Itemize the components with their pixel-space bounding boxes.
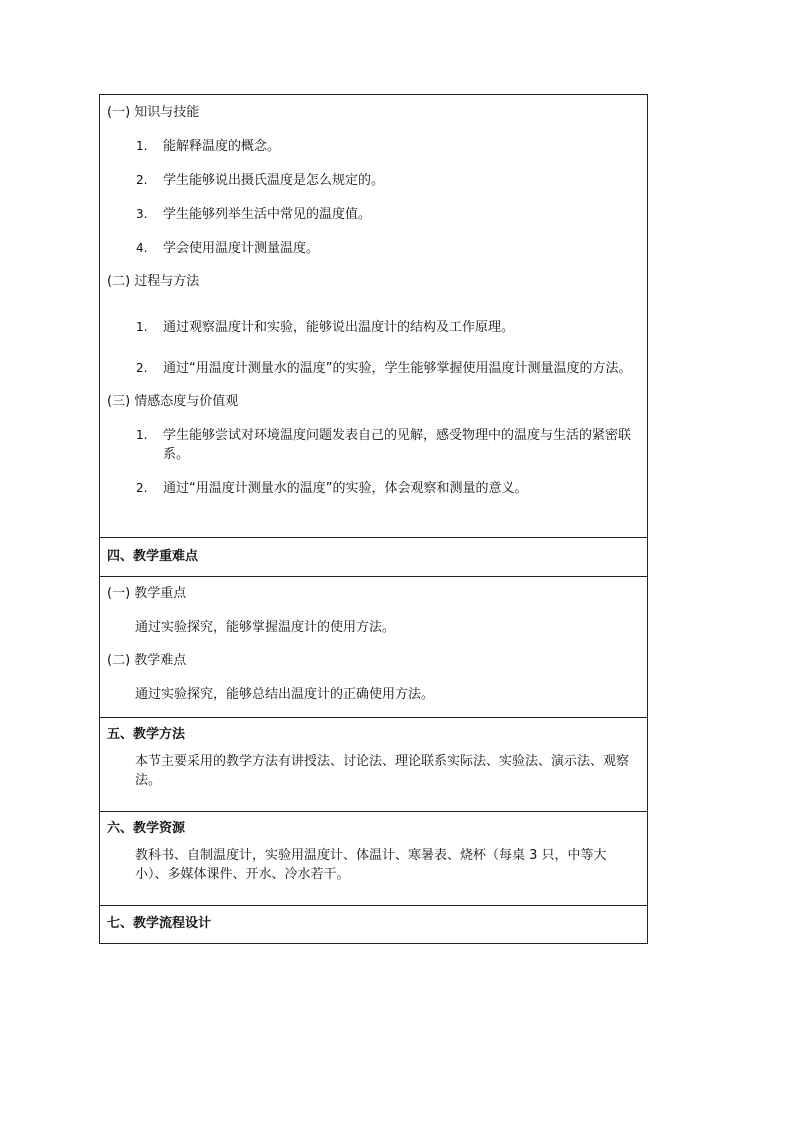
- list-number: 2.: [136, 481, 148, 495]
- list-number: 2.: [136, 173, 148, 187]
- teaching-resources-cell: [100, 812, 647, 906]
- list-item: [100, 318, 647, 337]
- list-text: 能解释温度的概念。: [163, 139, 281, 154]
- list-item: [100, 205, 647, 224]
- list-text: 通过“用温度计测量水的温度”的实验，体会观察和测量的意义。: [163, 481, 528, 496]
- list-number: 1.: [136, 320, 148, 334]
- list-text: 通过“用温度计测量水的温度”的实验，学生能够掌握使用温度计测量温度的方法。: [163, 361, 632, 376]
- paragraph: 本节主要采用的教学方法有讲授法、讨论法、理论联系实际法、实验法、演示法、观察法。: [135, 754, 630, 788]
- list-item: [100, 171, 647, 190]
- subheading-process: (二) 过程与方法: [107, 274, 200, 289]
- subheading-difficulty: (二) 教学难点: [107, 653, 187, 668]
- subheading-attitude: (三) 情感态度与价值观: [107, 394, 239, 409]
- subheading-key-point: (一) 教学重点: [107, 586, 187, 601]
- list-item: [100, 359, 647, 378]
- key-points-heading-cell: [100, 538, 647, 577]
- section-heading: 七、教学流程设计: [107, 916, 212, 931]
- key-points-cell: [100, 577, 647, 718]
- objectives-cell: [100, 95, 647, 538]
- list-number: 1.: [136, 428, 148, 442]
- list-item: [100, 426, 647, 464]
- list-text: 学生能够列举生活中常见的温度值。: [163, 207, 372, 222]
- list-number: 2.: [136, 361, 148, 375]
- list-item: [100, 137, 647, 156]
- section-heading: 五、教学方法: [107, 727, 186, 742]
- paragraph: 通过实验探究，能够总结出温度计的正确使用方法。: [135, 687, 435, 702]
- list-text: 学会使用温度计测量温度。: [163, 241, 320, 256]
- list-text: 通过观察温度计和实验，能够说出温度计的结构及工作原理。: [163, 320, 515, 335]
- paragraph: 通过实验探究，能够掌握温度计的使用方法。: [135, 620, 396, 635]
- list-number: 3.: [136, 207, 148, 221]
- list-text: 学生能够尝试对环境温度问题发表自己的见解，感受物理中的温度与生活的紧密联系。: [163, 428, 632, 462]
- list-item: [100, 239, 647, 258]
- list-number: 4.: [136, 241, 148, 255]
- list-text: 学生能够说出摄氏温度是怎么规定的。: [163, 173, 385, 188]
- list-item: [100, 479, 647, 498]
- list-number: 1.: [136, 139, 148, 153]
- section-heading: 四、教学重难点: [107, 549, 199, 564]
- lesson-plan-table: [99, 94, 648, 944]
- subheading-knowledge: (一) 知识与技能: [107, 105, 200, 120]
- teaching-flow-cell: [100, 906, 647, 943]
- teaching-methods-cell: [100, 718, 647, 812]
- section-heading: 六、教学资源: [107, 821, 186, 836]
- paragraph: 教科书、自制温度计，实验用温度计、体温计、寒暑表、烧杯（每桌 3 只，中等大小）、多媒体课件、开水、冷水若干。: [135, 848, 607, 882]
